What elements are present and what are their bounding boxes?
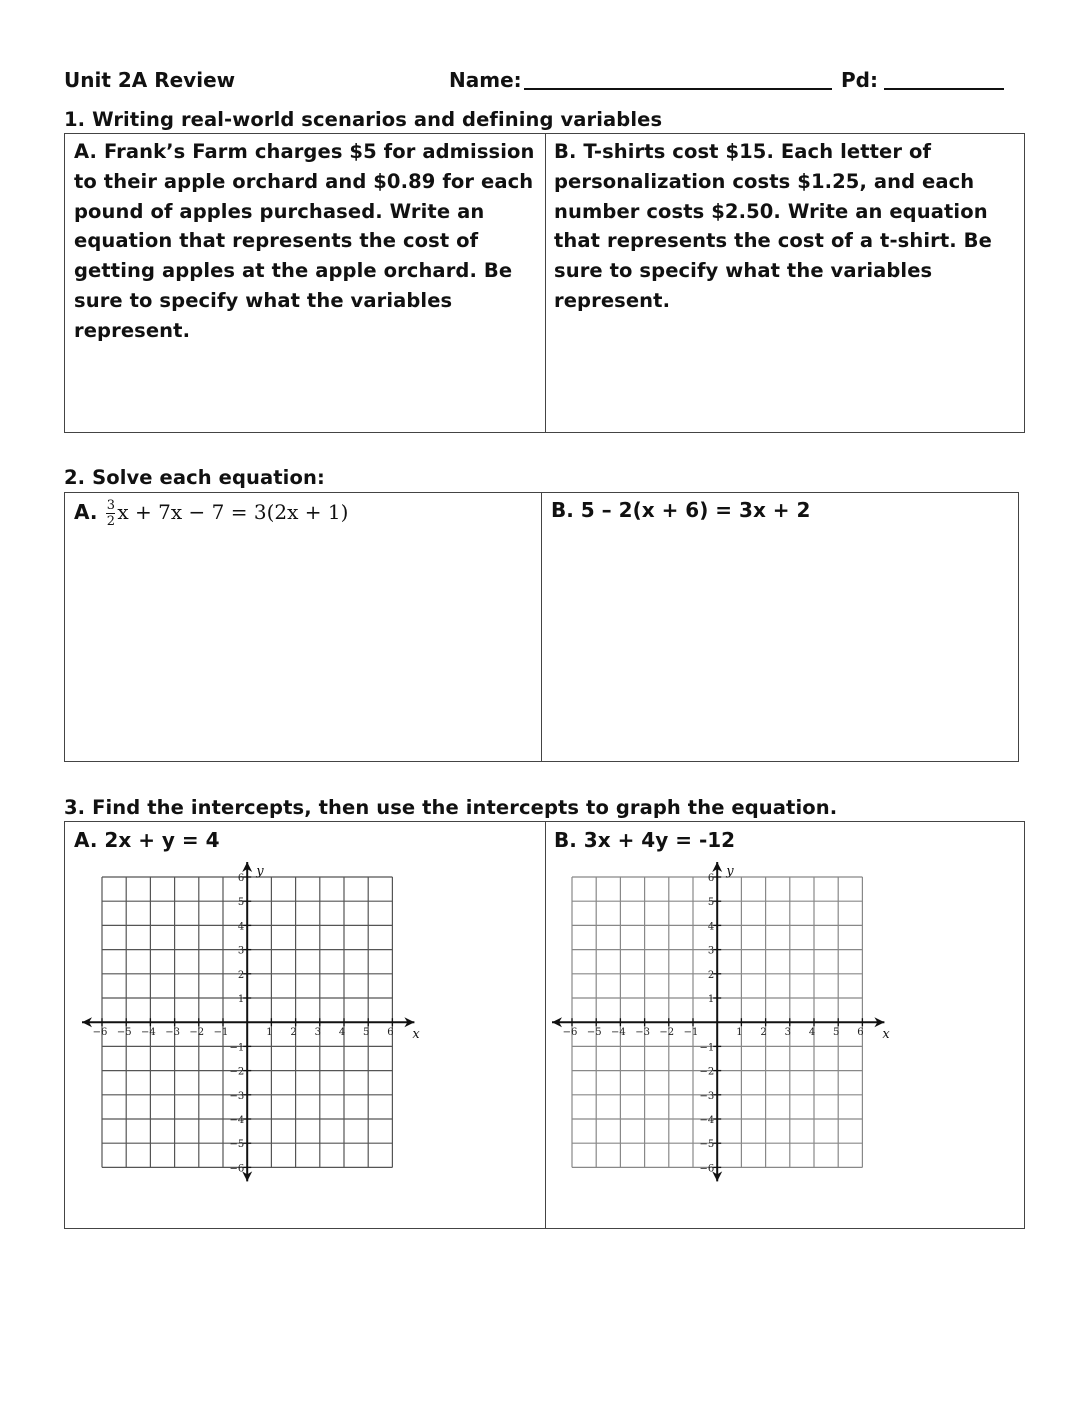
y-tick-label: 6: [707, 873, 715, 884]
x-tick-label: 6: [857, 1027, 864, 1039]
x-tick-label: 2: [290, 1027, 297, 1039]
y-axis-label: y: [256, 864, 264, 879]
section-3-divider: [545, 822, 546, 1228]
coordinate-grid-b[interactable]: [550, 860, 890, 1200]
x-tick-label: 5: [363, 1027, 370, 1039]
x-tick-label: −3: [635, 1027, 650, 1039]
y-tick-label: 5: [237, 897, 245, 909]
x-tick-label: 1: [736, 1027, 743, 1039]
section-2-title: 2. Solve each equation:: [64, 466, 325, 489]
section-3-title: 3. Find the intercepts, then use the intercepts to graph the equation.: [64, 796, 838, 819]
x-axis-label: x: [882, 1027, 890, 1043]
pd-blank[interactable]: [884, 88, 1004, 90]
fraction-three-halves: [106, 499, 115, 528]
y-tick-label: −1: [699, 1042, 715, 1054]
problem-2a-expression: x + 7x − 7 = 3(2x + 1): [117, 500, 349, 524]
problem-1b-text: B. T-shirts cost $15. Each letter of personalization costs $1.25, and each number costs $2.50. Write an equation that represents the cost of a t-shirt. Be sure to specify what the variables represent.: [554, 140, 992, 312]
x-tick-label: −3: [165, 1027, 180, 1039]
y-tick-label: −5: [699, 1139, 715, 1151]
problem-2a-equation: [74, 499, 348, 528]
x-tick-label: −6: [92, 1027, 108, 1039]
y-tick-label: 1: [707, 994, 715, 1005]
y-tick-label: 5: [707, 897, 715, 909]
x-tick-label: 6: [387, 1027, 394, 1039]
y-tick-label: 1: [237, 994, 245, 1005]
y-tick-label: 2: [237, 969, 245, 981]
fraction-denominator: 2: [106, 514, 116, 529]
x-tick-label: 1: [266, 1027, 273, 1039]
y-tick-label: −6: [699, 1163, 715, 1175]
y-tick-label: −6: [229, 1163, 245, 1175]
y-tick-label: 3: [237, 945, 245, 957]
worksheet-title: Unit 2A Review: [64, 68, 236, 92]
x-tick-label: 4: [808, 1027, 816, 1039]
x-tick-label: −6: [562, 1027, 578, 1039]
problem-3a-equation: A. 2x + y = 4: [74, 828, 220, 852]
y-tick-label: 4: [707, 921, 715, 933]
y-tick-label: −2: [229, 1066, 245, 1078]
section-2-box: [64, 492, 1019, 762]
x-axis-label: x: [412, 1027, 420, 1043]
y-tick-label: 6: [237, 873, 245, 884]
y-tick-label: −2: [699, 1066, 715, 1078]
section-1-divider: [545, 134, 546, 432]
y-tick-label: −3: [699, 1090, 715, 1102]
section-1-title: 1. Writing real-world scenarios and defining variables: [64, 108, 663, 131]
y-axis-label: y: [726, 864, 734, 879]
x-tick-label: 2: [760, 1027, 767, 1039]
x-tick-label: −2: [659, 1027, 675, 1039]
x-tick-label: 3: [314, 1027, 321, 1039]
x-tick-label: 3: [784, 1027, 791, 1039]
coordinate-grid-a[interactable]: [80, 860, 420, 1200]
name-blank[interactable]: [524, 88, 832, 90]
x-tick-label: −1: [213, 1027, 229, 1039]
pd-label: Pd:: [841, 68, 878, 92]
problem-1a-text: A. Frank’s Farm charges $5 for admission to their apple orchard and $0.89 for each pound of apples purchased. Write an equation that represents the cost of getting apples at the apple orchard. Be sure to specify what the variables represent.: [74, 140, 535, 342]
x-tick-label: 4: [338, 1027, 346, 1039]
x-tick-label: −1: [683, 1027, 699, 1039]
problem-3b-equation: B. 3x + 4y = -12: [554, 828, 736, 852]
y-tick-label: −1: [229, 1042, 245, 1054]
y-tick-label: −4: [699, 1115, 715, 1126]
name-label: Name:: [449, 68, 522, 92]
x-tick-label: −5: [116, 1027, 132, 1039]
problem-2b-equation: B. 5 – 2(x + 6) = 3x + 2: [551, 498, 811, 522]
problem-2a-label: A.: [74, 500, 98, 524]
y-tick-label: −5: [229, 1139, 245, 1151]
section-1-box: [64, 133, 1025, 433]
x-tick-label: 5: [833, 1027, 840, 1039]
y-tick-label: 3: [707, 945, 715, 957]
x-tick-label: −5: [586, 1027, 602, 1039]
y-tick-label: 2: [707, 969, 715, 981]
section-2-divider: [541, 493, 542, 761]
x-tick-label: −4: [141, 1027, 156, 1039]
y-tick-label: −4: [229, 1115, 245, 1126]
fraction-numerator: 3: [106, 498, 116, 513]
y-tick-label: 4: [237, 921, 245, 933]
y-tick-label: −3: [229, 1090, 245, 1102]
x-tick-label: −4: [611, 1027, 626, 1039]
x-tick-label: −2: [189, 1027, 205, 1039]
